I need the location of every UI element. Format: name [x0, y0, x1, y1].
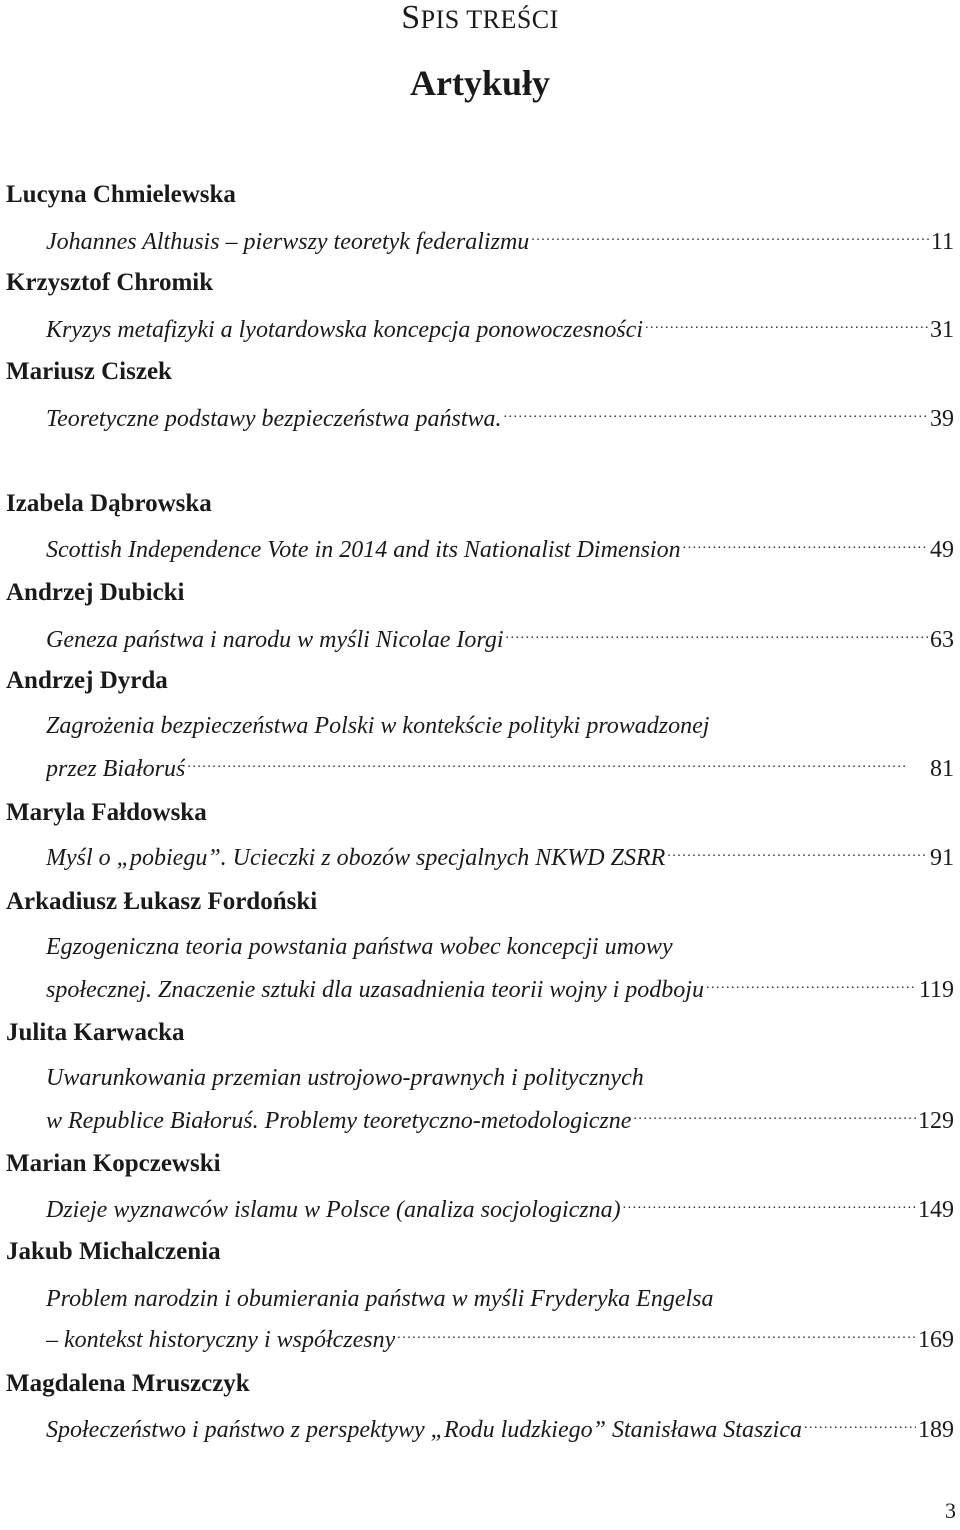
- page-title-rest: PIS TREŚCI: [420, 5, 559, 34]
- entry-title: w Republice Białoruś. Problemy teoretyczno-metodologiczne: [46, 1108, 632, 1134]
- entry-author: Marian Kopczewski: [6, 1150, 221, 1177]
- entry-author: Mariusz Ciszek: [6, 358, 172, 385]
- entry-author: Jakub Michalczenia: [6, 1238, 221, 1265]
- entry-page-number: 169: [918, 1327, 954, 1353]
- dot-leader: [706, 977, 917, 997]
- entry-title: – kontekst historyczny i współczesny: [46, 1327, 396, 1353]
- dot-leader: [633, 1108, 916, 1128]
- entry-author: Julita Karwacka: [6, 1019, 185, 1046]
- entry-page-number: 149: [918, 1197, 954, 1223]
- entry-author: Izabela Dąbrowska: [6, 490, 212, 517]
- entry-title-line: Uwarunkowania przemian ustrojowo-prawnych i politycznych: [46, 1065, 644, 1091]
- toc-entry[interactable]: [46, 314, 954, 346]
- entry-title-line: Problem narodzin i obumierania państwa w myśli Fryderyka Engelsa: [46, 1286, 714, 1312]
- entry-title: Myśl o „pobiegu”. Ucieczki z obozów specjalnych NKWD ZSRR: [46, 845, 666, 871]
- page-number-footer: 3: [945, 1498, 956, 1523]
- dot-leader: [504, 406, 928, 426]
- entry-page-number: 129: [918, 1108, 954, 1134]
- toc-entry[interactable]: [46, 842, 954, 874]
- entry-page-number: 119: [918, 977, 954, 1003]
- entry-title: Geneza państwa i narodu w myśli Nicolae Iorgi: [46, 627, 504, 653]
- entry-title-line: Zagrożenia bezpieczeństwa Polski w kontekście polityki prowadzonej: [46, 713, 710, 739]
- section-title: Artykuły: [409, 63, 550, 103]
- toc-entry[interactable]: [46, 534, 954, 566]
- toc-entry[interactable]: [46, 1194, 954, 1226]
- toc-entry[interactable]: [46, 403, 954, 435]
- entry-author: Maryla Fałdowska: [6, 799, 207, 826]
- toc-entry[interactable]: [46, 753, 954, 785]
- dot-leader: [506, 627, 928, 647]
- dot-leader: [187, 756, 928, 776]
- entry-author: Andrzej Dubicki: [6, 579, 185, 606]
- toc-entry[interactable]: [46, 1105, 954, 1137]
- entry-title: społecznej. Znaczenie sztuki dla uzasadnienia teorii wojny i podboju: [46, 977, 704, 1003]
- toc-entry[interactable]: [46, 226, 954, 258]
- toc-entry[interactable]: [46, 624, 954, 656]
- dot-leader: [531, 229, 929, 249]
- entry-title: Teoretyczne podstawy bezpieczeństwa państwa.: [46, 406, 502, 432]
- dot-leader: [623, 1197, 916, 1217]
- entry-author: Lucyna Chmielewska: [6, 181, 236, 208]
- entry-title: Scottish Independence Vote in 2014 and its Nationalist Dimension: [46, 537, 681, 563]
- entry-title-line: Egzogeniczna teoria powstania państwa wobec koncepcji umowy: [46, 934, 673, 960]
- toc-entry[interactable]: [46, 1414, 954, 1446]
- entry-title: Kryzys metafizyki a lyotardowska koncepcja ponowoczesności: [46, 317, 643, 343]
- toc-entry[interactable]: [46, 974, 954, 1006]
- page-title: [0, 0, 960, 38]
- entry-title: Dzieje wyznawców islamu w Polsce (analiza socjologiczna): [46, 1197, 621, 1223]
- toc-entry[interactable]: [46, 1324, 954, 1356]
- entry-author: Andrzej Dyrda: [6, 667, 168, 694]
- dot-leader: [683, 537, 928, 557]
- entry-page-number: 81: [930, 756, 954, 782]
- dot-leader: [397, 1327, 916, 1347]
- entry-title: przez Białoruś: [46, 756, 186, 782]
- entry-page-number: 189: [918, 1417, 954, 1443]
- dot-leader: [667, 845, 928, 865]
- entry-page-number: 11: [930, 229, 954, 255]
- entry-page-number: 49: [930, 537, 954, 563]
- entry-page-number: 39: [930, 406, 954, 432]
- dot-leader: [645, 317, 928, 337]
- entry-page-number: 31: [930, 317, 954, 343]
- entry-title: Johannes Althusis – pierwszy teoretyk federalizmu: [46, 229, 530, 255]
- entry-title: Społeczeństwo i państwo z perspektywy „Rodu ludzkiego” Stanisława Staszica: [46, 1417, 802, 1443]
- entry-page-number: 63: [930, 627, 954, 653]
- entry-author: Krzysztof Chromik: [6, 269, 214, 296]
- entry-author: Arkadiusz Łukasz Fordoński: [6, 888, 318, 915]
- dot-leader: [804, 1417, 916, 1437]
- page-title-initial: S: [401, 0, 421, 36]
- entry-page-number: 91: [930, 845, 954, 871]
- entry-author: Magdalena Mruszczyk: [6, 1370, 250, 1397]
